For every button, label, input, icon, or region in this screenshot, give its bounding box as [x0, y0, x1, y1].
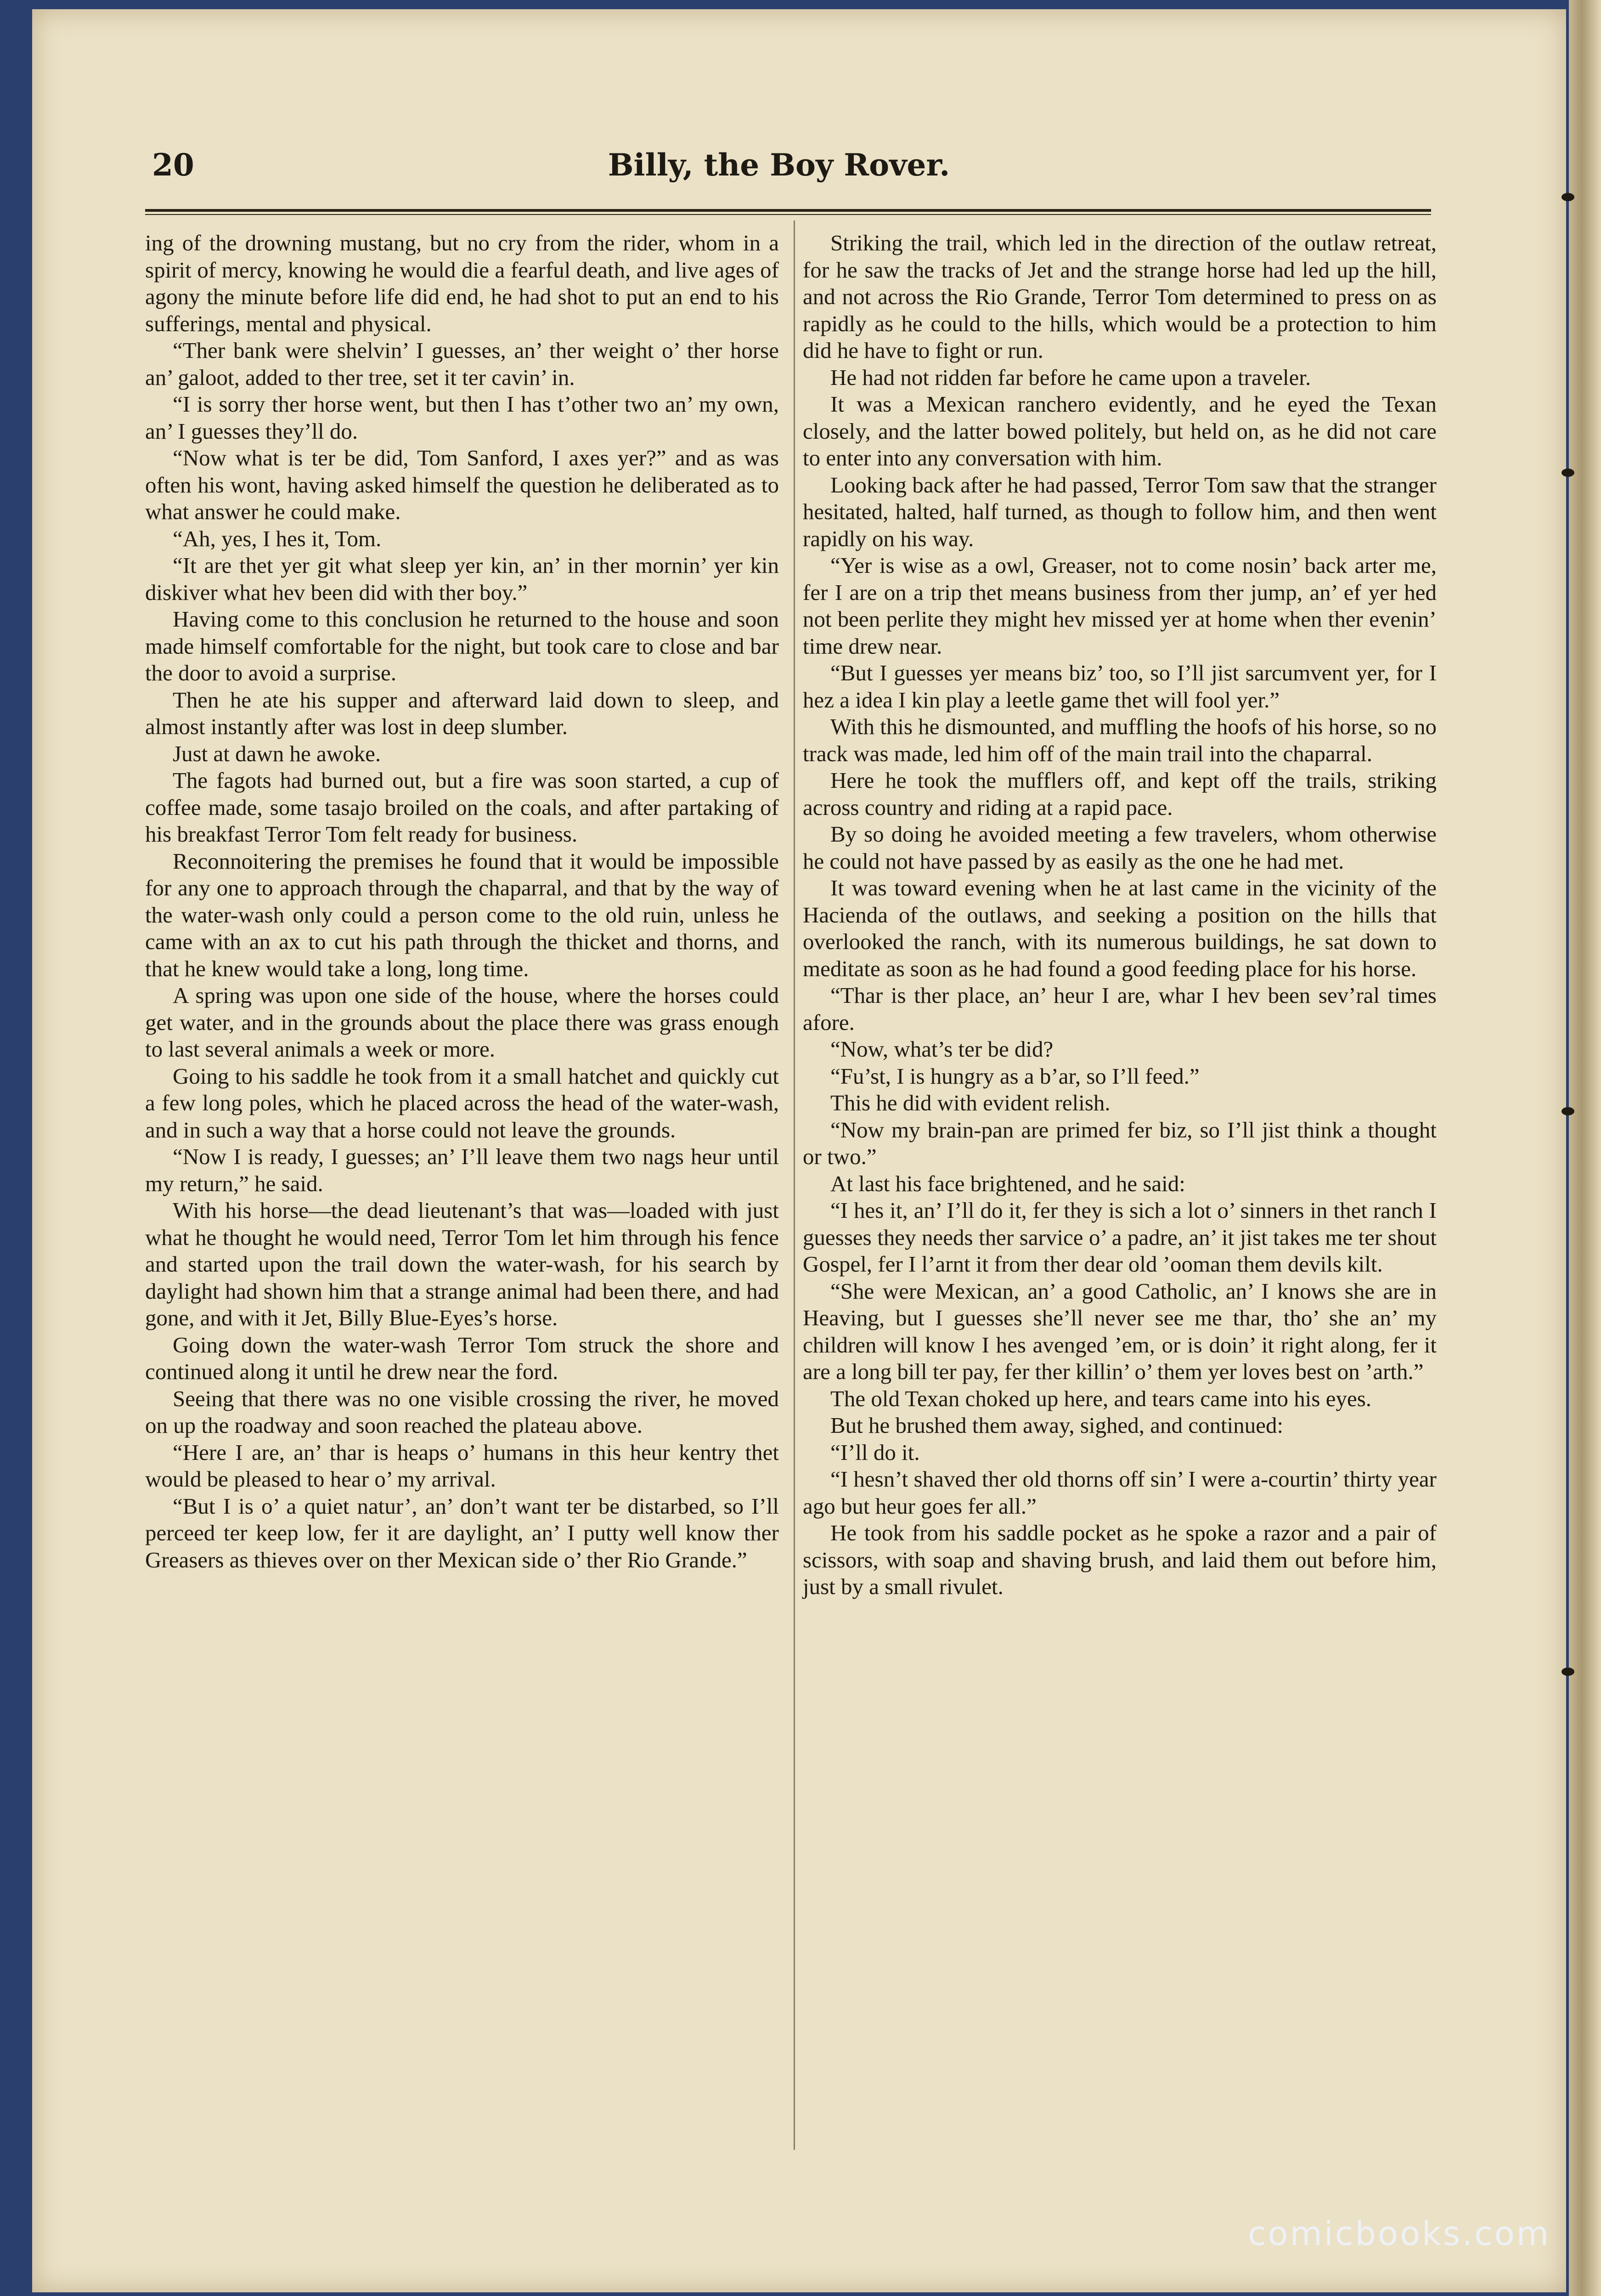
paragraph: At last his face brightened, and he said:	[830, 1171, 1185, 1196]
paragraph: Going to his saddle he took from it a small hatchet and quickly cut a few long poles, which he placed across the head of the water-wash, and in such a way that a horse could not leave the grounds.	[145, 1063, 779, 1142]
page-number: 20	[152, 147, 194, 183]
binding-mark	[1562, 193, 1574, 201]
page-header	[113, 133, 1445, 202]
paragraph: “Yer is wise as a owl, Greaser, not to come nosin’ back arter me, fer I are on a trip thet means business from ther jump, an’ ef yer hed not been perlite they might hev missed yer at home when ther evenin’ time drew near.	[803, 553, 1437, 659]
paragraph: Looking back after he had passed, Terror Tom saw that the stranger hesitated, halted, half turned, as though to follow him, and then went rapidly on his way.	[803, 472, 1437, 551]
paragraph: The old Texan choked up here, and tears came into his eyes.	[830, 1386, 1372, 1411]
paragraph: Reconnoitering the premises he found that it would be impossible for any one to approach through the chaparral, and that by the way of the water-wash only could a person come to the old ruin, unless he came with an ax to cut his path through the thicket and thorns, and that he knew would take a long, long time.	[145, 848, 779, 981]
paragraph: The fagots had burned out, but a fire was soon started, a cup of coffee made, some tasajo broiled on the coals, and after partaking of his breakfast Terror Tom felt ready for business.	[145, 768, 779, 847]
paragraph: With this he dismounted, and muffling the hoofs of his horse, so no track was made, led him off of the main trail into the chaparral.	[803, 714, 1437, 766]
paragraph: Having come to this conclusion he returned to the house and soon made himself comfortable for the night, but took care to close and bar the door to avoid a surprise.	[145, 606, 779, 685]
header-rule	[145, 209, 1431, 212]
paragraph: “Fu’st, I is hungry as a b’ar, so I’ll feed.”	[830, 1063, 1200, 1089]
paragraph: “She were Mexican, an’ a good Catholic, an’ I knows she are in Heaving, but I guesses she’ll never see me thar, tho’ she an’ my children will know I hes avenged ’em, or is doin’ it right along, fer it are a long bill ter pay, fer ther killin’ o’ them yer loves best on ’arth.”	[803, 1278, 1437, 1384]
right-column	[803, 230, 1437, 1600]
paragraph: “But I guesses yer means biz’ too, so I’ll jist sarcumvent yer, for I hez a idea I kin play a leetle game thet will fool yer.”	[803, 660, 1437, 713]
paragraph: “Now what is ter be did, Tom Sanford, I axes yer?” and as was often his wont, having asked himself the question he deliberated as to what answer he could make.	[145, 445, 779, 524]
page-spine-edge	[1569, 0, 1601, 2296]
paragraph: Going down the water-wash Terror Tom struck the shore and continued along it until he drew near the ford.	[145, 1332, 779, 1384]
column-divider	[794, 221, 795, 2150]
paragraph: But he brushed them away, sighed, and continued:	[830, 1413, 1284, 1438]
paragraph: He had not ridden far before he came upon a traveler.	[830, 364, 1311, 390]
paragraph: This he did with evident relish.	[830, 1090, 1111, 1115]
paragraph: It was toward evening when he at last came in the vicinity of the Hacienda of the outlaws, and seeking a position on the hills that overlooked the ranch, with its numerous buildings, he sat down to meditate as soon as he had found a good feeding place for his horse.	[803, 875, 1437, 981]
paragraph: Just at dawn he awoke.	[173, 741, 381, 766]
paragraph: “Now, what’s ter be did?	[830, 1036, 1054, 1062]
header-rule-thin	[145, 214, 1431, 215]
paragraph: Striking the trail, which led in the direction of the outlaw retreat, for he saw the tracks of Jet and the strange horse had led up the hill, and not across the Rio Grande, Terror Tom determined to press on as rapidly as he could to the hills, which would be a protection to him did he have to fight or run.	[803, 230, 1437, 363]
paragraph: “I hesn’t shaved ther old thorns off sin’ I were a-courtin’ thirty year ago but heur goes fer all.”	[803, 1466, 1437, 1519]
paragraph: “But I is o’ a quiet natur’, an’ don’t want ter be distarbed, so I’ll perceed ter keep low, fer it are daylight, an’ I putty well know ther Greasers as thieves over on ther Mexican side o’ ther Rio Grande.”	[145, 1493, 779, 1572]
paragraph: ing of the drowning mustang, but no cry from the rider, whom in a spirit of mercy, knowing he would die a fearful death, and live ages of agony the minute before life did end, he had shot to put an end to his sufferings, mental and physical.	[145, 230, 779, 336]
paragraph: “I is sorry ther horse went, but then I has t’other two an’ my own, an’ I guesses they’ll do.	[145, 391, 779, 444]
paragraph: “Now I is ready, I guesses; an’ I’ll leave them two nags heur until my return,” he said.	[145, 1144, 779, 1196]
binding-mark	[1562, 1107, 1574, 1115]
left-column	[145, 230, 779, 1573]
paragraph: “I’ll do it.	[830, 1439, 920, 1465]
paragraph: Then he ate his supper and afterward laid down to sleep, and almost instantly after was lost in deep slumber.	[145, 687, 779, 739]
paragraph: He took from his saddle pocket as he spoke a razor and a pair of scissors, with soap and shaving brush, and laid them out before him, just by a small rivulet.	[803, 1520, 1437, 1599]
paragraph: “Here I are, an’ thar is heaps o’ humans in this heur kentry thet would be pleased to hear o’ my arrival.	[145, 1439, 779, 1492]
binding-mark	[1562, 1668, 1574, 1676]
paragraph: “Ther bank were shelvin’ I guesses, an’ ther weight o’ ther horse an’ galoot, added to ther tree, set it ter cavin’ in.	[145, 338, 779, 390]
paragraph: “Now my brain-pan are primed fer biz, so I’ll jist think a thought or two.”	[803, 1117, 1437, 1169]
paragraph: A spring was upon one side of the house, where the horses could get water, and in the grounds about the place there was grass enough to last several animals a week or more.	[145, 983, 779, 1062]
paragraph: “It are thet yer git what sleep yer kin, an’ in ther mornin’ yer kin diskiver what hev been did with ther boy.”	[145, 553, 779, 605]
running-title: Billy, the Boy Rover.	[608, 147, 950, 183]
paragraph: With his horse—the dead lieutenant’s that was—loaded with just what he thought he would need, Terror Tom let him through his fence and started upon the trail down the water-wash, for his search by daylight had shown him that a strange animal had been there, and had gone, and with it Jet, Billy Blue-Eyes’s horse.	[145, 1198, 779, 1330]
watermark: comicbooks.com	[1247, 2214, 1550, 2253]
paragraph: “Thar is ther place, an’ heur I are, whar I hev been sev’ral times afore.	[803, 983, 1437, 1035]
paragraph: “I hes it, an’ I’ll do it, fer they is sich a lot o’ sinners in thet ranch I guesses they needs ther sarvice o’ a padre, an’ it jist takes me ter shout Gospel, fer I l’arnt it from ther dear old ’ooman them devils kilt.	[803, 1198, 1437, 1277]
paragraph: Seeing that there was no one visible crossing the river, he moved on up the roadway and soon reached the plateau above.	[145, 1386, 779, 1438]
binding-mark	[1562, 469, 1574, 477]
paragraph: By so doing he avoided meeting a few travelers, whom otherwise he could not have passed by as easily as the one he had met.	[803, 821, 1437, 874]
paragraph: Here he took the mufflers off, and kept off the trails, striking across country and riding at a rapid pace.	[803, 768, 1437, 820]
paragraph: It was a Mexican ranchero evidently, and he eyed the Texan closely, and the latter bowed politely, but held on, as he did not care to enter into any conversation with him.	[803, 391, 1437, 470]
paragraph: “Ah, yes, I hes it, Tom.	[173, 526, 382, 551]
